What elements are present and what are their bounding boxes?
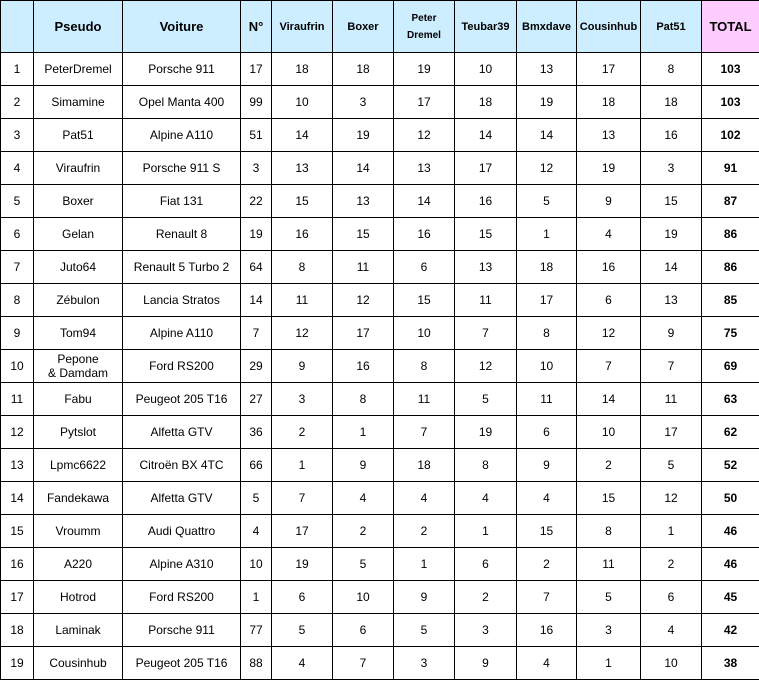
cell-pat51: 8 xyxy=(641,53,702,86)
cell-cousinhub: 5 xyxy=(577,581,641,614)
cell-pseudo: Simamine xyxy=(34,86,123,119)
header-viraufrin: Viraufrin xyxy=(272,1,333,53)
cell-peter-dremel: 17 xyxy=(394,86,455,119)
cell-total: 86 xyxy=(702,218,759,251)
cell-peter-dremel: 6 xyxy=(394,251,455,284)
cell-rank: 10 xyxy=(1,350,34,383)
cell-rank: 3 xyxy=(1,119,34,152)
cell-numero: 64 xyxy=(241,251,272,284)
cell-voiture: Alfetta GTV xyxy=(123,416,241,449)
cell-pseudo: Vroumm xyxy=(34,515,123,548)
cell-bmxdave: 10 xyxy=(517,350,577,383)
cell-bmxdave: 4 xyxy=(517,647,577,680)
header-row xyxy=(1,1,759,53)
cell-pat51: 9 xyxy=(641,317,702,350)
cell-viraufrin: 2 xyxy=(272,416,333,449)
cell-teubar39: 1 xyxy=(455,515,517,548)
cell-numero: 17 xyxy=(241,53,272,86)
cell-voiture: Porsche 911 xyxy=(123,614,241,647)
table-row xyxy=(1,86,759,119)
cell-pat51: 7 xyxy=(641,350,702,383)
cell-cousinhub: 17 xyxy=(577,53,641,86)
cell-pat51: 17 xyxy=(641,416,702,449)
cell-total: 38 xyxy=(702,647,759,680)
cell-cousinhub: 11 xyxy=(577,548,641,581)
cell-rank: 18 xyxy=(1,614,34,647)
cell-numero: 66 xyxy=(241,449,272,482)
cell-voiture: Alfetta GTV xyxy=(123,482,241,515)
cell-pat51: 14 xyxy=(641,251,702,284)
cell-voiture: Peugeot 205 T16 xyxy=(123,383,241,416)
cell-bmxdave: 1 xyxy=(517,218,577,251)
table-row xyxy=(1,383,759,416)
cell-boxer: 17 xyxy=(333,317,394,350)
cell-pseudo xyxy=(34,350,123,383)
cell-cousinhub: 3 xyxy=(577,614,641,647)
cell-teubar39: 12 xyxy=(455,350,517,383)
cell-viraufrin: 19 xyxy=(272,548,333,581)
cell-pseudo: Viraufrin xyxy=(34,152,123,185)
cell-teubar39: 17 xyxy=(455,152,517,185)
header-pat51: Pat51 xyxy=(641,1,702,53)
cell-cousinhub: 1 xyxy=(577,647,641,680)
cell-rank: 17 xyxy=(1,581,34,614)
cell-pseudo: Boxer xyxy=(34,185,123,218)
cell-numero: 77 xyxy=(241,614,272,647)
pseudo-line: & Damdam xyxy=(34,366,122,380)
table-row xyxy=(1,53,759,86)
cell-pseudo: PeterDremel xyxy=(34,53,123,86)
cell-cousinhub: 2 xyxy=(577,449,641,482)
cell-total: 103 xyxy=(702,53,759,86)
cell-peter-dremel: 13 xyxy=(394,152,455,185)
cell-peter-dremel: 4 xyxy=(394,482,455,515)
header-rank xyxy=(1,1,34,53)
header-cousinhub: Cousinhub xyxy=(577,1,641,53)
cell-peter-dremel: 2 xyxy=(394,515,455,548)
table-row xyxy=(1,515,759,548)
cell-bmxdave: 16 xyxy=(517,614,577,647)
cell-voiture: Porsche 911 xyxy=(123,53,241,86)
cell-peter-dremel: 15 xyxy=(394,284,455,317)
cell-boxer: 15 xyxy=(333,218,394,251)
cell-teubar39: 6 xyxy=(455,548,517,581)
cell-cousinhub: 14 xyxy=(577,383,641,416)
cell-pat51: 6 xyxy=(641,581,702,614)
cell-viraufrin: 11 xyxy=(272,284,333,317)
cell-peter-dremel: 9 xyxy=(394,581,455,614)
cell-bmxdave: 8 xyxy=(517,317,577,350)
cell-pseudo: Fabu xyxy=(34,383,123,416)
cell-bmxdave: 7 xyxy=(517,581,577,614)
cell-numero: 5 xyxy=(241,482,272,515)
header-voiture: Voiture xyxy=(123,1,241,53)
cell-cousinhub: 10 xyxy=(577,416,641,449)
cell-boxer: 9 xyxy=(333,449,394,482)
cell-teubar39: 15 xyxy=(455,218,517,251)
cell-total: 75 xyxy=(702,317,759,350)
cell-peter-dremel: 5 xyxy=(394,614,455,647)
cell-teubar39: 18 xyxy=(455,86,517,119)
cell-voiture: Alpine A110 xyxy=(123,317,241,350)
cell-cousinhub: 9 xyxy=(577,185,641,218)
cell-rank: 6 xyxy=(1,218,34,251)
cell-boxer: 12 xyxy=(333,284,394,317)
cell-numero: 36 xyxy=(241,416,272,449)
cell-pseudo: Laminak xyxy=(34,614,123,647)
cell-voiture: Opel Manta 400 xyxy=(123,86,241,119)
cell-rank: 5 xyxy=(1,185,34,218)
cell-pat51: 1 xyxy=(641,515,702,548)
cell-total: 87 xyxy=(702,185,759,218)
cell-boxer: 16 xyxy=(333,350,394,383)
cell-numero: 7 xyxy=(241,317,272,350)
cell-cousinhub: 13 xyxy=(577,119,641,152)
cell-bmxdave: 13 xyxy=(517,53,577,86)
table-row xyxy=(1,416,759,449)
cell-viraufrin: 12 xyxy=(272,317,333,350)
header-peter-line2: Dremel xyxy=(394,27,454,44)
cell-viraufrin: 8 xyxy=(272,251,333,284)
cell-boxer: 14 xyxy=(333,152,394,185)
cell-pseudo: Zébulon xyxy=(34,284,123,317)
cell-rank: 19 xyxy=(1,647,34,680)
cell-rank: 12 xyxy=(1,416,34,449)
cell-pat51: 13 xyxy=(641,284,702,317)
cell-voiture: Alpine A110 xyxy=(123,119,241,152)
cell-teubar39: 13 xyxy=(455,251,517,284)
cell-total: 46 xyxy=(702,515,759,548)
cell-pseudo: Pat51 xyxy=(34,119,123,152)
cell-rank: 15 xyxy=(1,515,34,548)
cell-boxer: 10 xyxy=(333,581,394,614)
cell-viraufrin: 6 xyxy=(272,581,333,614)
cell-boxer: 5 xyxy=(333,548,394,581)
cell-bmxdave: 17 xyxy=(517,284,577,317)
cell-total: 86 xyxy=(702,251,759,284)
header-teubar39: Teubar39 xyxy=(455,1,517,53)
cell-teubar39: 10 xyxy=(455,53,517,86)
cell-bmxdave: 6 xyxy=(517,416,577,449)
cell-peter-dremel: 7 xyxy=(394,416,455,449)
cell-teubar39: 16 xyxy=(455,185,517,218)
table-body xyxy=(1,53,759,680)
cell-pat51: 2 xyxy=(641,548,702,581)
cell-boxer: 13 xyxy=(333,185,394,218)
cell-voiture: Citroën BX 4TC xyxy=(123,449,241,482)
cell-numero: 88 xyxy=(241,647,272,680)
cell-teubar39: 4 xyxy=(455,482,517,515)
cell-viraufrin: 1 xyxy=(272,449,333,482)
cell-bmxdave: 2 xyxy=(517,548,577,581)
cell-peter-dremel: 18 xyxy=(394,449,455,482)
cell-voiture: Ford RS200 xyxy=(123,581,241,614)
cell-pat51: 18 xyxy=(641,86,702,119)
cell-total: 69 xyxy=(702,350,759,383)
cell-pseudo: Hotrod xyxy=(34,581,123,614)
cell-boxer: 6 xyxy=(333,614,394,647)
table-row xyxy=(1,284,759,317)
cell-numero: 1 xyxy=(241,581,272,614)
cell-rank: 13 xyxy=(1,449,34,482)
cell-total: 45 xyxy=(702,581,759,614)
cell-boxer: 3 xyxy=(333,86,394,119)
cell-voiture: Lancia Stratos xyxy=(123,284,241,317)
cell-viraufrin: 16 xyxy=(272,218,333,251)
cell-voiture: Ford RS200 xyxy=(123,350,241,383)
cell-pat51: 10 xyxy=(641,647,702,680)
header-numero: N° xyxy=(241,1,272,53)
cell-total: 52 xyxy=(702,449,759,482)
cell-bmxdave: 11 xyxy=(517,383,577,416)
cell-cousinhub: 15 xyxy=(577,482,641,515)
cell-boxer: 1 xyxy=(333,416,394,449)
cell-viraufrin: 7 xyxy=(272,482,333,515)
cell-bmxdave: 14 xyxy=(517,119,577,152)
cell-total: 91 xyxy=(702,152,759,185)
table-row xyxy=(1,251,759,284)
cell-boxer: 11 xyxy=(333,251,394,284)
cell-viraufrin: 13 xyxy=(272,152,333,185)
cell-numero: 14 xyxy=(241,284,272,317)
cell-teubar39: 14 xyxy=(455,119,517,152)
cell-pat51: 5 xyxy=(641,449,702,482)
cell-rank: 4 xyxy=(1,152,34,185)
cell-rank: 8 xyxy=(1,284,34,317)
cell-bmxdave: 18 xyxy=(517,251,577,284)
header-peter-line1: Peter xyxy=(394,10,454,27)
cell-numero: 29 xyxy=(241,350,272,383)
cell-numero: 51 xyxy=(241,119,272,152)
cell-total: 46 xyxy=(702,548,759,581)
cell-cousinhub: 6 xyxy=(577,284,641,317)
cell-teubar39: 3 xyxy=(455,614,517,647)
cell-bmxdave: 19 xyxy=(517,86,577,119)
header-bmxdave: Bmxdave xyxy=(517,1,577,53)
cell-pseudo: Pytslot xyxy=(34,416,123,449)
cell-peter-dremel: 19 xyxy=(394,53,455,86)
cell-bmxdave: 9 xyxy=(517,449,577,482)
table-row xyxy=(1,119,759,152)
cell-teubar39: 9 xyxy=(455,647,517,680)
cell-pat51: 12 xyxy=(641,482,702,515)
cell-teubar39: 2 xyxy=(455,581,517,614)
cell-rank: 16 xyxy=(1,548,34,581)
cell-bmxdave: 4 xyxy=(517,482,577,515)
cell-pat51: 16 xyxy=(641,119,702,152)
cell-teubar39: 7 xyxy=(455,317,517,350)
cell-total: 85 xyxy=(702,284,759,317)
cell-voiture: Fiat 131 xyxy=(123,185,241,218)
cell-teubar39: 5 xyxy=(455,383,517,416)
cell-cousinhub: 7 xyxy=(577,350,641,383)
cell-pseudo: Fandekawa xyxy=(34,482,123,515)
table-row xyxy=(1,614,759,647)
cell-boxer: 7 xyxy=(333,647,394,680)
cell-cousinhub: 12 xyxy=(577,317,641,350)
cell-boxer: 19 xyxy=(333,119,394,152)
cell-peter-dremel: 1 xyxy=(394,548,455,581)
cell-voiture: Porsche 911 S xyxy=(123,152,241,185)
cell-peter-dremel: 3 xyxy=(394,647,455,680)
cell-bmxdave: 12 xyxy=(517,152,577,185)
cell-viraufrin: 5 xyxy=(272,614,333,647)
header-boxer: Boxer xyxy=(333,1,394,53)
cell-voiture: Audi Quattro xyxy=(123,515,241,548)
cell-total: 50 xyxy=(702,482,759,515)
cell-total: 103 xyxy=(702,86,759,119)
header-peter-dremel xyxy=(394,1,455,53)
table-row xyxy=(1,185,759,218)
header-total: TOTAL xyxy=(702,1,759,53)
cell-numero: 10 xyxy=(241,548,272,581)
cell-teubar39: 11 xyxy=(455,284,517,317)
cell-teubar39: 19 xyxy=(455,416,517,449)
cell-numero: 27 xyxy=(241,383,272,416)
cell-pat51: 19 xyxy=(641,218,702,251)
cell-cousinhub: 4 xyxy=(577,218,641,251)
cell-pseudo: Gelan xyxy=(34,218,123,251)
cell-viraufrin: 10 xyxy=(272,86,333,119)
table-row xyxy=(1,350,759,383)
cell-numero: 19 xyxy=(241,218,272,251)
cell-pat51: 3 xyxy=(641,152,702,185)
cell-pat51: 15 xyxy=(641,185,702,218)
cell-rank: 9 xyxy=(1,317,34,350)
cell-cousinhub: 8 xyxy=(577,515,641,548)
pseudo-line: Pepone xyxy=(34,352,122,366)
cell-peter-dremel: 14 xyxy=(394,185,455,218)
table-row xyxy=(1,317,759,350)
cell-voiture: Renault 8 xyxy=(123,218,241,251)
header-pseudo: Pseudo xyxy=(34,1,123,53)
cell-rank: 11 xyxy=(1,383,34,416)
cell-pseudo: Tom94 xyxy=(34,317,123,350)
cell-pseudo: Juto64 xyxy=(34,251,123,284)
cell-numero: 3 xyxy=(241,152,272,185)
cell-cousinhub: 19 xyxy=(577,152,641,185)
cell-boxer: 18 xyxy=(333,53,394,86)
cell-pat51: 11 xyxy=(641,383,702,416)
cell-viraufrin: 4 xyxy=(272,647,333,680)
cell-pseudo: A220 xyxy=(34,548,123,581)
cell-voiture: Renault 5 Turbo 2 xyxy=(123,251,241,284)
cell-cousinhub: 18 xyxy=(577,86,641,119)
cell-viraufrin: 9 xyxy=(272,350,333,383)
table-row xyxy=(1,218,759,251)
table-row xyxy=(1,581,759,614)
cell-voiture: Alpine A310 xyxy=(123,548,241,581)
cell-bmxdave: 5 xyxy=(517,185,577,218)
cell-total: 102 xyxy=(702,119,759,152)
cell-voiture: Peugeot 205 T16 xyxy=(123,647,241,680)
cell-pseudo: Cousinhub xyxy=(34,647,123,680)
cell-viraufrin: 14 xyxy=(272,119,333,152)
cell-pseudo: Lpmc6622 xyxy=(34,449,123,482)
cell-boxer: 2 xyxy=(333,515,394,548)
cell-peter-dremel: 10 xyxy=(394,317,455,350)
cell-boxer: 8 xyxy=(333,383,394,416)
cell-bmxdave: 15 xyxy=(517,515,577,548)
table-header xyxy=(1,1,759,53)
table-row xyxy=(1,647,759,680)
cell-viraufrin: 15 xyxy=(272,185,333,218)
cell-rank: 1 xyxy=(1,53,34,86)
cell-numero: 99 xyxy=(241,86,272,119)
cell-viraufrin: 18 xyxy=(272,53,333,86)
cell-rank: 14 xyxy=(1,482,34,515)
cell-boxer: 4 xyxy=(333,482,394,515)
cell-numero: 4 xyxy=(241,515,272,548)
cell-pat51: 4 xyxy=(641,614,702,647)
table-row xyxy=(1,449,759,482)
cell-teubar39: 8 xyxy=(455,449,517,482)
table-row xyxy=(1,548,759,581)
cell-peter-dremel: 8 xyxy=(394,350,455,383)
cell-peter-dremel: 12 xyxy=(394,119,455,152)
cell-peter-dremel: 16 xyxy=(394,218,455,251)
cell-rank: 2 xyxy=(1,86,34,119)
cell-total: 63 xyxy=(702,383,759,416)
cell-viraufrin: 3 xyxy=(272,383,333,416)
cell-total: 62 xyxy=(702,416,759,449)
table-row xyxy=(1,482,759,515)
cell-total: 42 xyxy=(702,614,759,647)
cell-peter-dremel: 11 xyxy=(394,383,455,416)
table-row xyxy=(1,152,759,185)
cell-numero: 22 xyxy=(241,185,272,218)
cell-cousinhub: 16 xyxy=(577,251,641,284)
cell-rank: 7 xyxy=(1,251,34,284)
cell-viraufrin: 17 xyxy=(272,515,333,548)
